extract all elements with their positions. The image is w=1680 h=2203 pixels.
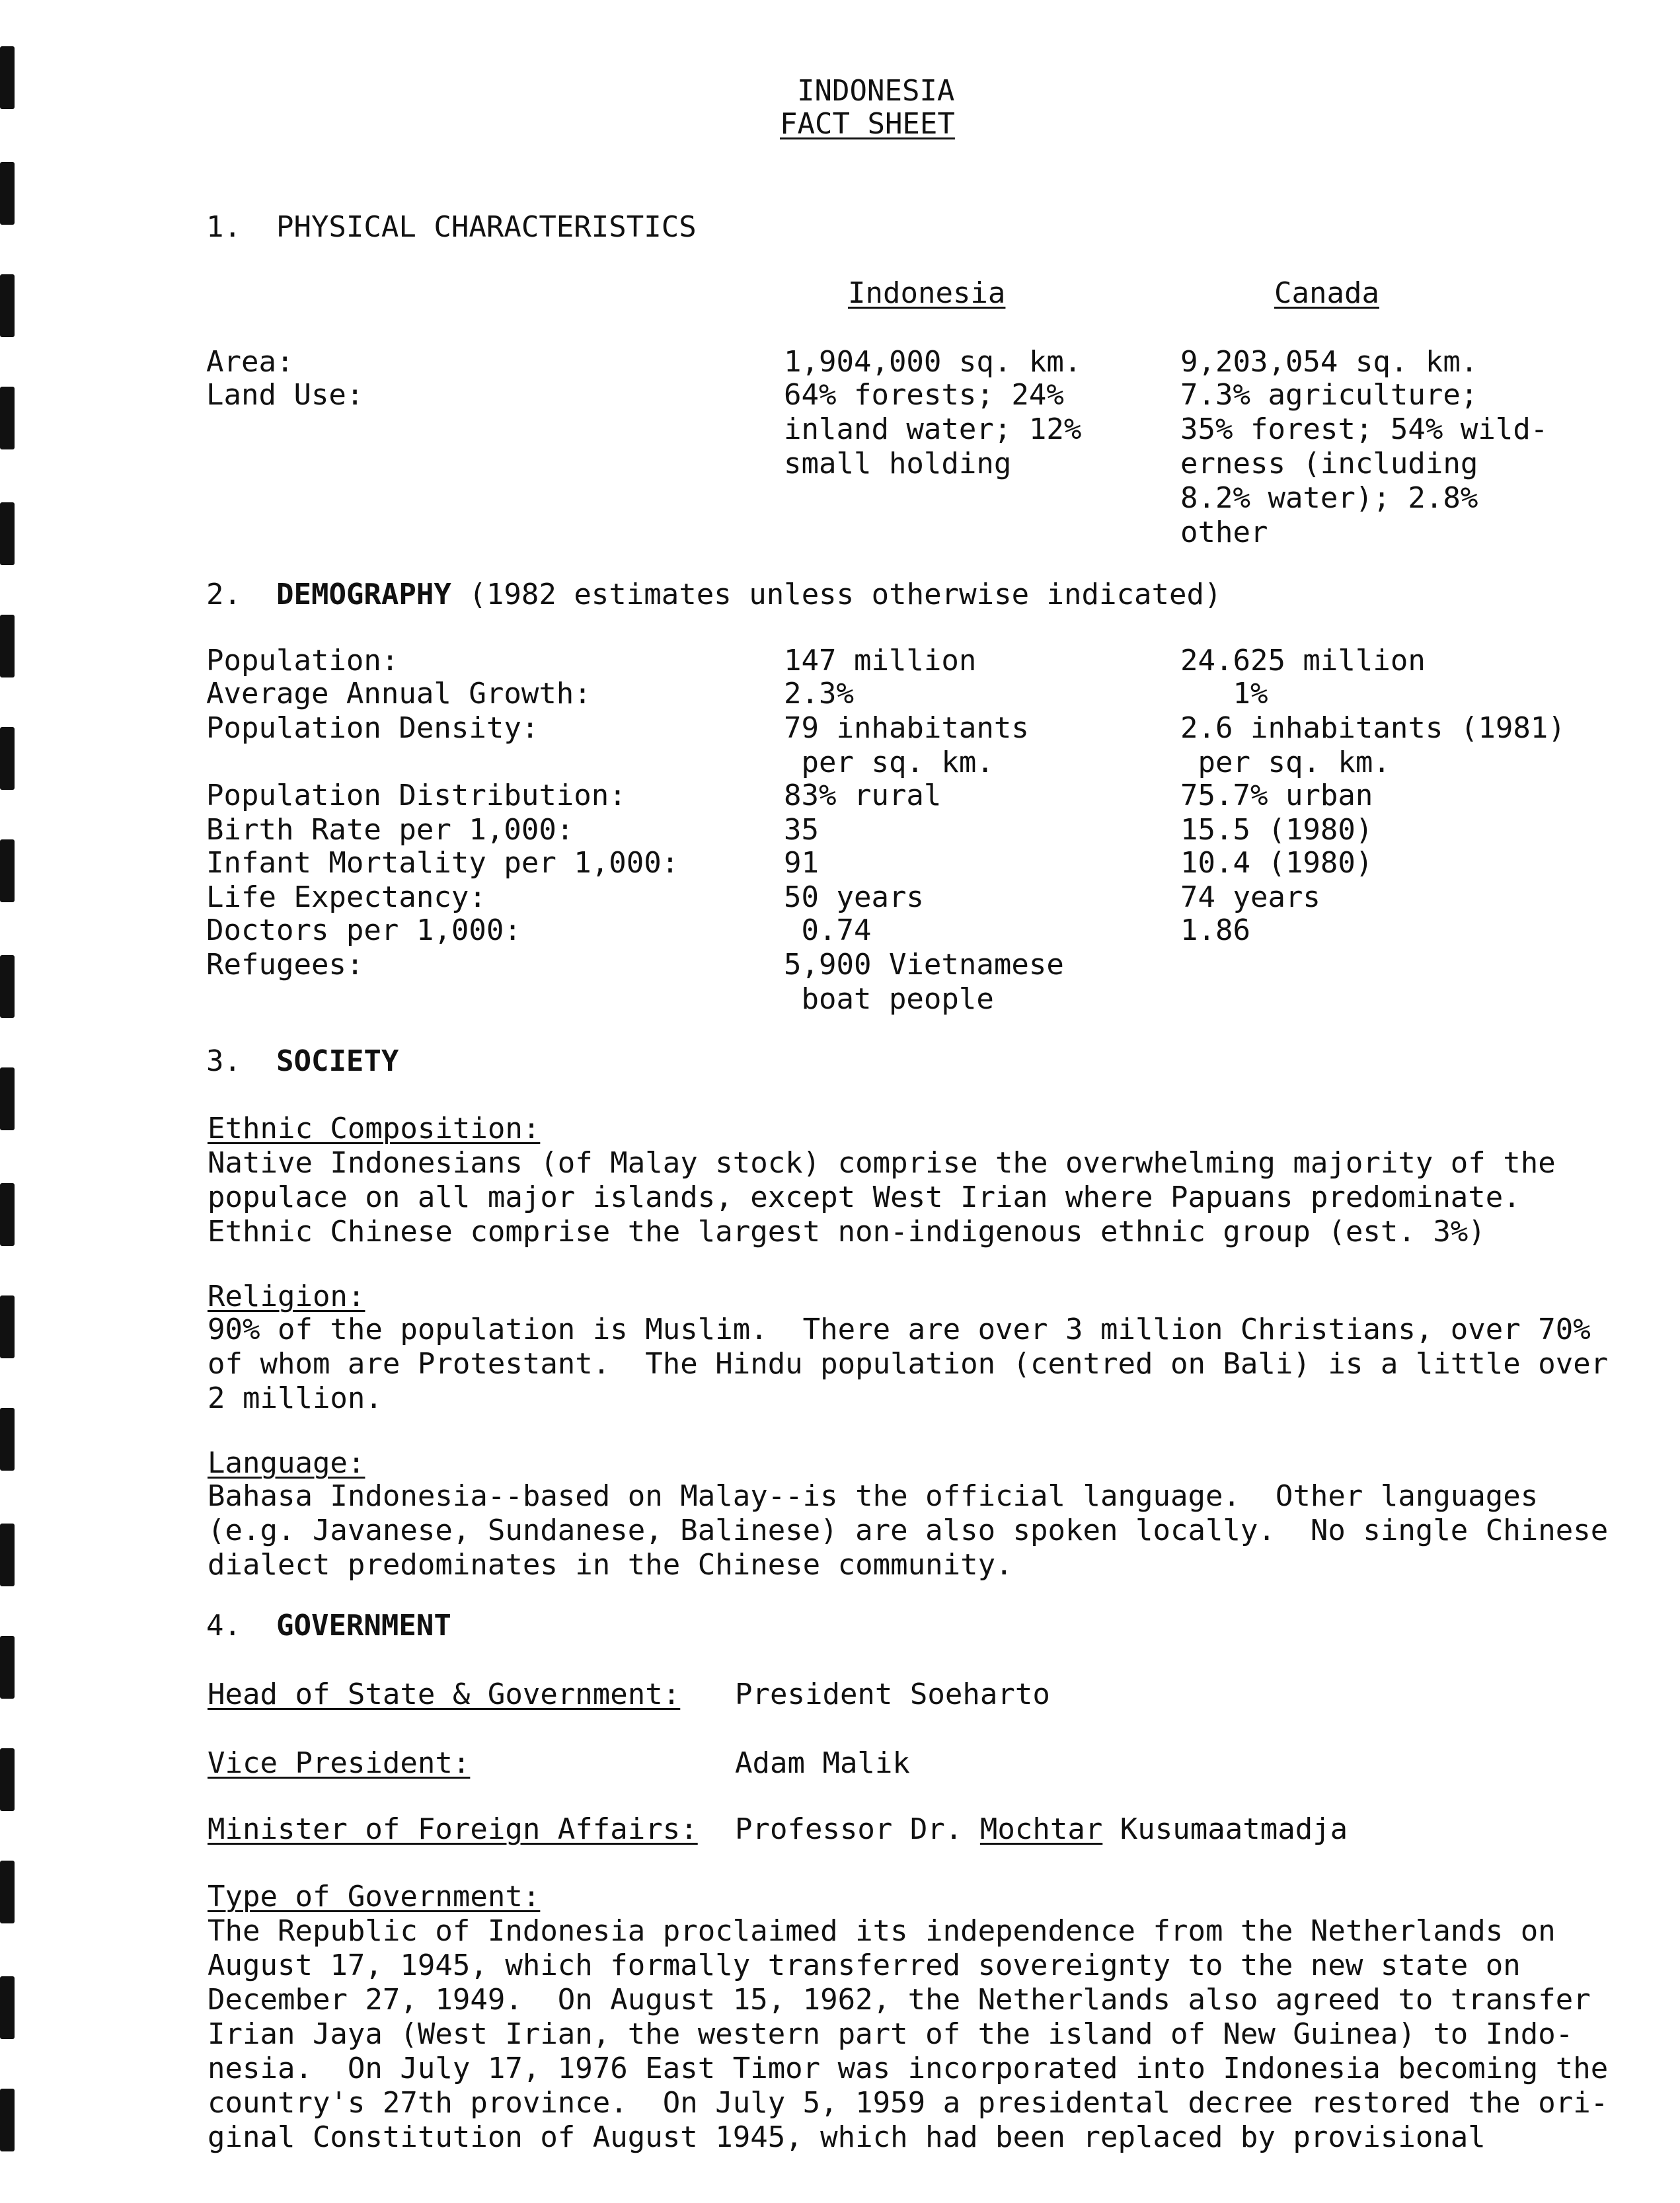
row-label: Infant Mortality per 1,000: [206,846,679,880]
language-text: Bahasa Indonesia--based on Malay--is the official language. Other languages (e.g. Javanese, Sundanese, Balinese) are also spoken locally. No single Chinese dialect predominates in the Chinese community. [208,1479,1609,1582]
binding-mark [0,46,15,109]
section-subtitle: (1982 estimates unless otherwise indicated) [469,578,1222,611]
ethnic-composition-text: Native Indonesians (of Malay stock) comprise the overwhelming majority of the populace on all major islands, except West Irian where Papuans predominate. Ethnic Chinese comprise the largest non-indigenous ethnic group (est. 3%) [208,1146,1556,1249]
binding-mark [0,1861,15,1923]
row-value-indonesia: 1,904,000 sq. km. [784,345,1082,379]
column-header-indonesia: Indonesia [848,276,1006,310]
language-label: Language: [208,1446,365,1480]
column-header-canada: Canada [1274,276,1379,310]
section-title: GOVERNMENT [276,1609,451,1643]
binding-mark [0,1976,15,2039]
foreign-minister-given-name: Mochtar [979,1812,1103,1846]
binding-mark [0,1524,15,1586]
row-value-indonesia: 0.74 [784,913,872,947]
row-value-canada: 2.6 inhabitants (1981) per sq. km. [1180,711,1566,779]
foreign-minister-title: Professor Dr. [735,1812,980,1846]
section-3-heading [206,1044,399,1079]
row-label: Refugees: [206,948,364,982]
row-value-canada: 10.4 (1980) [1180,846,1373,880]
row-value-indonesia: 5,900 Vietnamese boat people [784,948,1064,1016]
binding-mark [0,274,15,337]
row-value-indonesia: 50 years [784,880,924,914]
row-value-canada: 7.3% agriculture; 35% forest; 54% wild- erness (including 8.2% water); 2.8% other [1180,378,1548,549]
row-label: Area: [206,345,294,379]
title-line-1: INDONESIA [797,74,955,108]
binding-mark [0,839,15,902]
head-of-state-label: Head of State & Government: [208,1678,681,1711]
row-label: Population Density: [206,711,539,745]
row-value-canada: 24.625 million [1180,644,1426,677]
vice-president-value: Adam Malik [735,1746,910,1780]
religion-text: 90% of the population is Muslim. There are over 3 million Christians, over 70% of whom are Protestant. The Hindu population (centred on Bali) is a little over 2 million. [208,1313,1609,1415]
binding-mark [0,1408,15,1471]
row-value-canada: 9,203,054 sq. km. [1180,345,1478,379]
row-value-indonesia: 64% forests; 24% inland water; 12% small holding [784,378,1082,481]
foreign-minister-value [735,1812,1348,1847]
binding-mark [0,1636,15,1699]
section-1-heading: 1. PHYSICAL CHARACTERISTICS [206,210,697,244]
row-value-indonesia: 91 [784,846,819,880]
row-label: Land Use: [206,378,364,412]
row-value-canada: 1% [1180,677,1268,711]
binding-mark [0,727,15,790]
binding-mark [0,1067,15,1130]
binding-mark [0,1295,15,1358]
row-value-canada: 74 years [1180,880,1320,914]
section-number: 3. [206,1044,241,1078]
binding-mark [0,2089,15,2151]
section-number: 4. [206,1609,241,1643]
binding-mark [0,387,15,449]
section-title: DEMOGRAPHY [276,578,451,611]
religion-label: Religion: [208,1280,365,1313]
type-of-government-label: Type of Government: [208,1880,541,1913]
row-value-indonesia: 79 inhabitants per sq. km. [784,711,1029,779]
row-value-canada: 15.5 (1980) [1180,813,1373,847]
section-4-heading [206,1609,451,1643]
binding-mark [0,502,15,565]
binding-mark [0,1748,15,1811]
row-value-canada: 75.7% urban [1180,779,1373,812]
section-number: 2. [206,578,241,611]
row-label: Population Distribution: [206,779,627,812]
section-2-heading [206,578,1221,612]
section-title: SOCIETY [276,1044,399,1078]
vice-president-label: Vice President: [208,1746,471,1780]
row-label: Doctors per 1,000: [206,913,521,947]
row-value-indonesia: 83% rural [784,779,942,812]
type-of-government-text: The Republic of Indonesia proclaimed its independence from the Netherlands on August 17, 1945, which formally transferred sovereignty to the new state on December 27, 1949. On August 15, 1962, the Netherlands also agreed to transfer Irian Jaya (West Irian, the western part of the island of New Guinea) to Indo- nesia. On July 17, 1976 East Timor was incorporated into Indonesia becoming the country's 27th province. On July 5, 1959 a presidental decree restored the ori- ginal Constitution of August 1945, which had been replaced by provisional [208,1914,1609,2154]
row-value-indonesia: 35 [784,813,819,847]
binding-mark [0,955,15,1018]
foreign-minister-surname: Kusumaatmadja [1102,1812,1348,1846]
binding-mark [0,615,15,677]
row-label: Birth Rate per 1,000: [206,813,574,847]
row-value-canada: 1.86 [1180,913,1250,947]
row-label: Population: [206,644,399,677]
binding-mark [0,162,15,225]
row-label: Average Annual Growth: [206,677,592,711]
head-of-state-value: President Soeharto [735,1678,1050,1711]
row-label: Life Expectancy: [206,880,486,914]
row-value-indonesia: 147 million [784,644,977,677]
ethnic-composition-label: Ethnic Composition: [208,1112,541,1145]
title-line-2: FACT SHEET [780,107,955,141]
binding-mark [0,1183,15,1246]
row-value-indonesia: 2.3% [784,677,854,711]
foreign-minister-label: Minister of Foreign Affairs: [208,1812,698,1846]
